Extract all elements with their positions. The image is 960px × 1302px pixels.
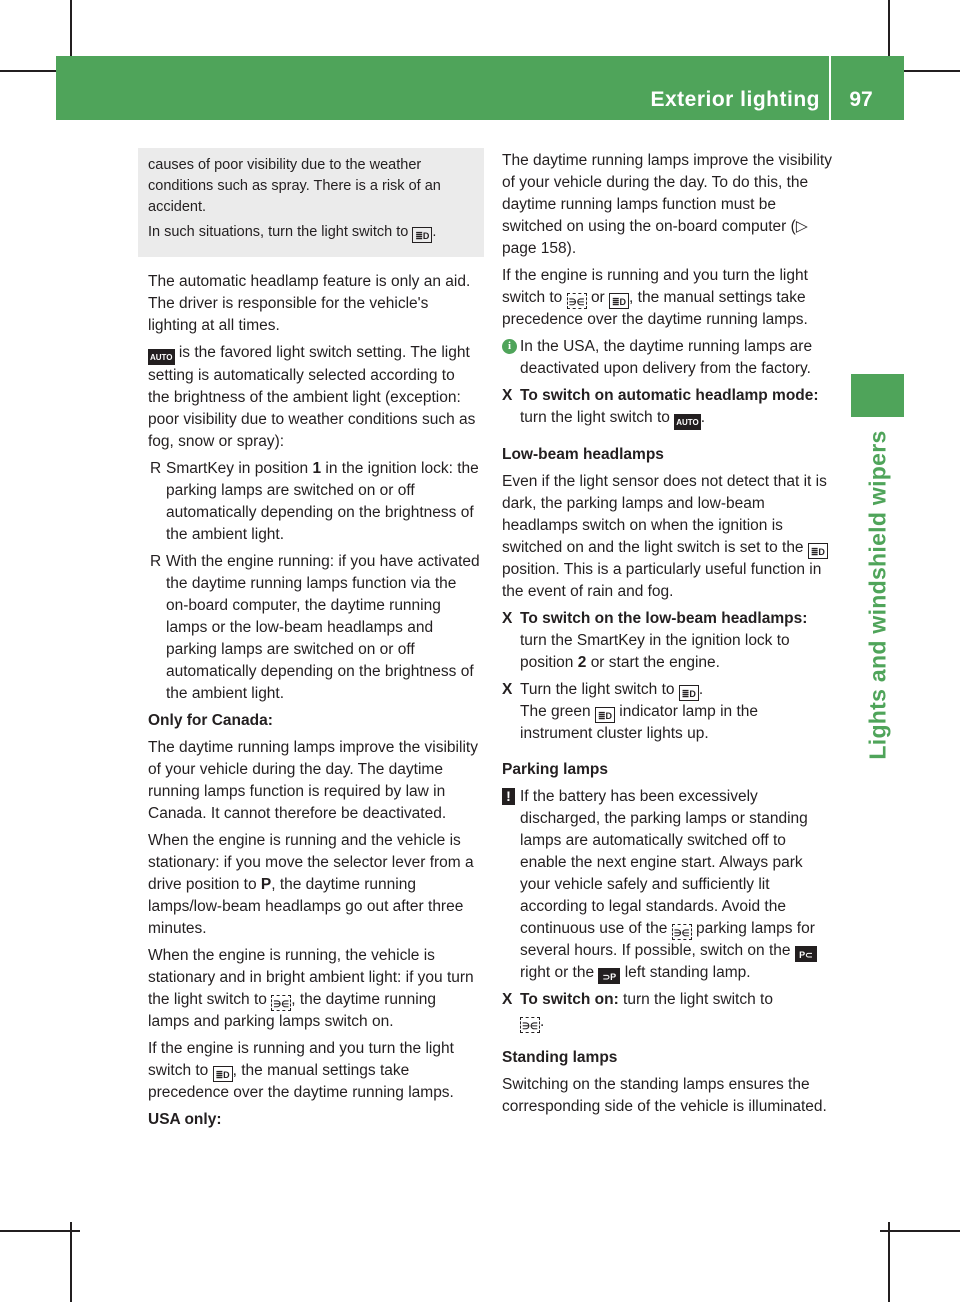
subheading: Low-beam headlamps — [502, 446, 664, 463]
paragraph: The automatic headlamp feature is only an aid. The driver is responsible for the vehicle's lighting at all times. — [148, 273, 471, 334]
page-ref-icon: ▷ — [795, 218, 808, 235]
warning-instruction: In such situations, turn the light switch to ≣D . — [148, 224, 437, 241]
page-reference[interactable]: page 158 — [502, 240, 567, 257]
parking-lamps-icon: ∋∈ — [271, 995, 291, 1011]
instruction-item: X Turn the light switch to ≣D . The green ≣D indicator lamp in the instrument cluster lights up. — [502, 681, 759, 742]
subheading: USA only: — [148, 1111, 222, 1128]
low-beam-icon: ≣D — [412, 227, 432, 243]
paragraph: AUTO is the favored light switch setting. The light setting is automatically selected according to the brightness of the ambient light (exception: poor visibility due to weather conditions such as fog, snow or spray): — [148, 344, 476, 450]
warning-text: causes of poor visibility due to the weather conditions such as spray. There is a risk of an accident. — [148, 157, 441, 215]
list-item: R SmartKey in position 1 in the ignition lock: the parking lamps are switched on or off automatically depending on the brightness of the ambient light. — [150, 460, 479, 543]
paragraph: When the engine is running, the vehicle is stationary and in bright ambient light: if you turn the light switch to ∋∈ , the daytime running lamps and parking lamps switch on. — [148, 947, 474, 1030]
parking-lamps-icon: ∋∈ — [520, 1017, 540, 1033]
step-x-icon: X — [502, 681, 513, 698]
low-beam-icon: ≣D — [808, 543, 828, 559]
low-beam-indicator-icon: ≣D — [595, 707, 615, 723]
paragraph: If the engine is running and you turn the light switch to ∋∈ or ≣D , the manual settings take precedence over the daytime running lamps. — [502, 267, 808, 328]
low-beam-icon: ≣D — [609, 293, 629, 309]
list-item: R With the engine running: if you have activated the daytime running lamps function via the on-board computer, the daytime running lamps or the low-beam headlamps and parking lamps are switched on or off automatically depending on the brightness of the ambient light. — [150, 553, 480, 702]
paragraph: The daytime running lamps improve the visibility of your vehicle during the day. The daytime running lamps function is required by law in Canada. It cannot therefore be deactivated. — [148, 739, 478, 822]
chapter-label — [850, 430, 905, 760]
caution-note: ! If the battery has been excessively discharged, the parking lamps or standing lamps are automatically switched off to enable the next engine start. Always park your vehicle safely and sufficiently lit according to legal standards. Avoid the continuous use of the ∋∈ parking lamps for several hours. If possible, switch on the P⊂ right or the ⊃P left standing lamp. — [502, 786, 834, 984]
paragraph: Switching on the standing lamps ensures the corresponding side of the vehicle is illuminated. — [502, 1076, 827, 1115]
auto-icon: AUTO — [148, 349, 175, 365]
header-separator — [829, 56, 831, 120]
paragraph: The daytime running lamps improve the visibility of your vehicle during the day. To do this, the daytime running lamps function must be switched on using the on-board computer (▷ page 158). — [502, 152, 832, 257]
left-column — [148, 150, 480, 1136]
instruction-item: X To switch on the low-beam headlamps: turn the SmartKey in the ignition lock to position 2 or start the engine. — [502, 610, 808, 671]
left-standing-lamp-icon: ⊃P — [598, 968, 620, 984]
crop-mark — [0, 1230, 80, 1232]
info-note: i In the USA, the daytime running lamps are deactivated upon delivery from the factory. — [502, 336, 834, 380]
parking-lamps-icon: ∋∈ — [672, 924, 692, 940]
right-standing-lamp-icon: P⊂ — [795, 946, 817, 962]
instruction-item: X To switch on automatic headlamp mode: turn the light switch to AUTO . — [502, 385, 834, 430]
page-number: 97 — [849, 88, 873, 111]
subheading: Standing lamps — [502, 1049, 618, 1066]
step-x-icon: X — [502, 991, 513, 1008]
side-tab — [851, 374, 904, 417]
subheading: Only for Canada: — [148, 712, 273, 729]
right-column — [502, 150, 834, 1123]
crop-mark — [888, 1222, 890, 1302]
paragraph: Even if the light sensor does not detect that it is dark, the parking lamps and low-beam headlamps switch on when the ignition is switched on and the light switch is set to the ≣D position. This is a particularly useful function in the event of rain and fog. — [502, 473, 827, 600]
parking-lamps-icon: ∋∈ — [567, 293, 587, 309]
warning-box — [138, 148, 484, 257]
caution-icon: ! — [502, 788, 515, 805]
info-icon: i — [502, 339, 517, 354]
step-x-icon: X — [502, 387, 513, 404]
bullet-icon: R — [150, 460, 162, 477]
instruction-item: X To switch on: turn the light switch to ∋∈ . — [502, 991, 773, 1031]
crop-mark — [70, 1222, 72, 1302]
low-beam-icon: ≣D — [679, 685, 699, 701]
section-title: Exterior lighting — [650, 88, 820, 111]
chapter-label-text: Lights and windshield wipers — [864, 430, 890, 760]
auto-icon: AUTO — [674, 414, 701, 430]
step-x-icon: X — [502, 610, 513, 627]
subheading: Parking lamps — [502, 761, 608, 778]
paragraph: When the engine is running and the vehicle is stationary: if you move the selector lever from a drive position to P, the daytime running lamps/low-beam headlamps go out after three minutes. — [148, 832, 474, 937]
low-beam-icon: ≣D — [213, 1066, 233, 1082]
bullet-icon: R — [150, 553, 162, 570]
crop-mark — [880, 1230, 960, 1232]
paragraph: If the engine is running and you turn the light switch to ≣D , the manual settings take precedence over the daytime running lamps. — [148, 1040, 454, 1101]
